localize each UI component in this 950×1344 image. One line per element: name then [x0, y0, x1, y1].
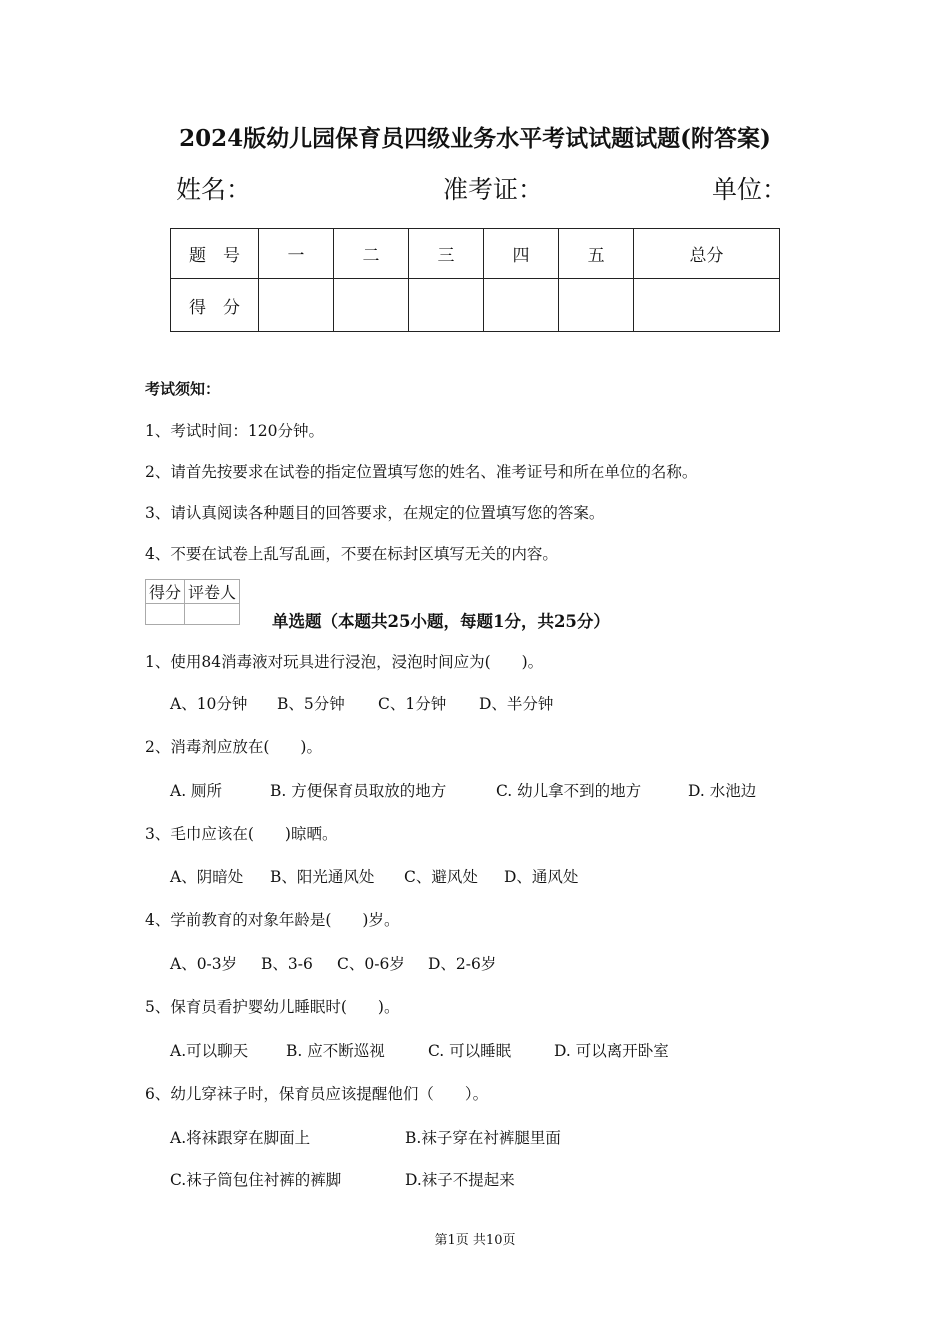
question-text: 3、毛巾应该在( )晾晒。: [145, 825, 338, 843]
notice-item: 1、考试时间：120分钟。: [145, 422, 324, 440]
option-c[interactable]: C、1分钟: [378, 695, 447, 713]
question-text: 2、消毒剂应放在( )。: [145, 738, 322, 756]
option-d[interactable]: D、通风处: [504, 868, 579, 886]
option-c[interactable]: C. 可以睡眠: [428, 1042, 512, 1060]
exam-no-field-label: 准考证：: [443, 175, 544, 204]
option-d[interactable]: D、2-6岁: [428, 955, 497, 973]
page-footer: 第1页 共10页: [434, 1233, 516, 1248]
option-a[interactable]: A、阴暗处: [170, 868, 244, 886]
score-input-total[interactable]: [634, 279, 780, 332]
option-b[interactable]: B. 方便保育员取放的地方: [270, 782, 447, 800]
score-input-3[interactable]: [409, 279, 484, 332]
header-cell-question-no: 题 号: [171, 229, 259, 279]
option-a[interactable]: A.可以聊天: [170, 1042, 249, 1060]
option-b[interactable]: B、5分钟: [277, 695, 345, 713]
exam-title: 2024版幼儿园保育员四级业务水平考试试题试题(附答案): [179, 125, 771, 152]
question-text: 5、保育员看护婴幼儿睡眠时( )。: [145, 998, 400, 1016]
option-a[interactable]: A、0-3岁: [170, 955, 238, 973]
option-a[interactable]: A. 厕所: [170, 782, 223, 800]
grader-box-grader-label: 评卷人: [185, 580, 240, 604]
grader-box-score-label: 得分: [146, 580, 185, 604]
option-b[interactable]: B、3-6: [261, 955, 313, 973]
notice-item: 3、请认真阅读各种题目的回答要求，在规定的位置填写您的答案。: [145, 504, 605, 522]
grader-box-score-cell[interactable]: [146, 604, 185, 625]
score-input-1[interactable]: [259, 279, 334, 332]
grader-box-grader-cell[interactable]: [185, 604, 240, 625]
score-input-2[interactable]: [334, 279, 409, 332]
score-label-cell: 得 分: [171, 279, 259, 332]
score-table-header-row: [171, 229, 780, 279]
question-text: 4、学前教育的对象年龄是( )岁。: [145, 911, 400, 929]
option-a[interactable]: A.将袜跟穿在脚面上: [170, 1129, 311, 1147]
option-d[interactable]: D.袜子不提起来: [405, 1171, 515, 1189]
notice-item: 2、请首先按要求在试卷的指定位置填写您的姓名、准考证号和所在单位的名称。: [145, 463, 698, 481]
header-cell-2: 二: [334, 229, 409, 279]
option-b[interactable]: B、阳光通风处: [270, 868, 375, 886]
question-text: 6、幼儿穿袜子时，保育员应该提醒他们（ ）。: [145, 1085, 489, 1103]
option-c[interactable]: C.袜子筒包住衬裤的裤脚: [170, 1171, 342, 1189]
score-table: [170, 228, 780, 332]
unit-field-label: 单位：: [712, 175, 788, 204]
section-heading: 单选题（本题共25小题，每题1分，共25分）: [272, 612, 610, 631]
header-cell-5: 五: [559, 229, 634, 279]
question-text: 1、使用84消毒液对玩具进行浸泡，浸泡时间应为( )。: [145, 653, 544, 671]
option-c[interactable]: C. 幼儿拿不到的地方: [496, 782, 642, 800]
header-cell-4: 四: [484, 229, 559, 279]
option-b[interactable]: B. 应不断巡视: [286, 1042, 385, 1060]
name-field-label: 姓名：: [176, 175, 252, 204]
option-d[interactable]: D、半分钟: [479, 695, 554, 713]
grader-box: [145, 579, 240, 625]
option-c[interactable]: C、避风处: [404, 868, 478, 886]
header-cell-total: 总分: [634, 229, 780, 279]
notice-heading: 考试须知：: [145, 380, 221, 398]
option-b[interactable]: B.袜子穿在衬裤腿里面: [405, 1129, 561, 1147]
header-cell-1: 一: [259, 229, 334, 279]
option-c[interactable]: C、0-6岁: [337, 955, 405, 973]
notice-item: 4、不要在试卷上乱写乱画，不要在标封区填写无关的内容。: [145, 545, 558, 563]
header-cell-3: 三: [409, 229, 484, 279]
option-a[interactable]: A、10分钟: [170, 695, 248, 713]
score-table-score-row: [171, 279, 780, 332]
score-input-4[interactable]: [484, 279, 559, 332]
option-d[interactable]: D. 水池边: [688, 782, 757, 800]
score-input-5[interactable]: [559, 279, 634, 332]
option-d[interactable]: D. 可以离开卧室: [554, 1042, 669, 1060]
